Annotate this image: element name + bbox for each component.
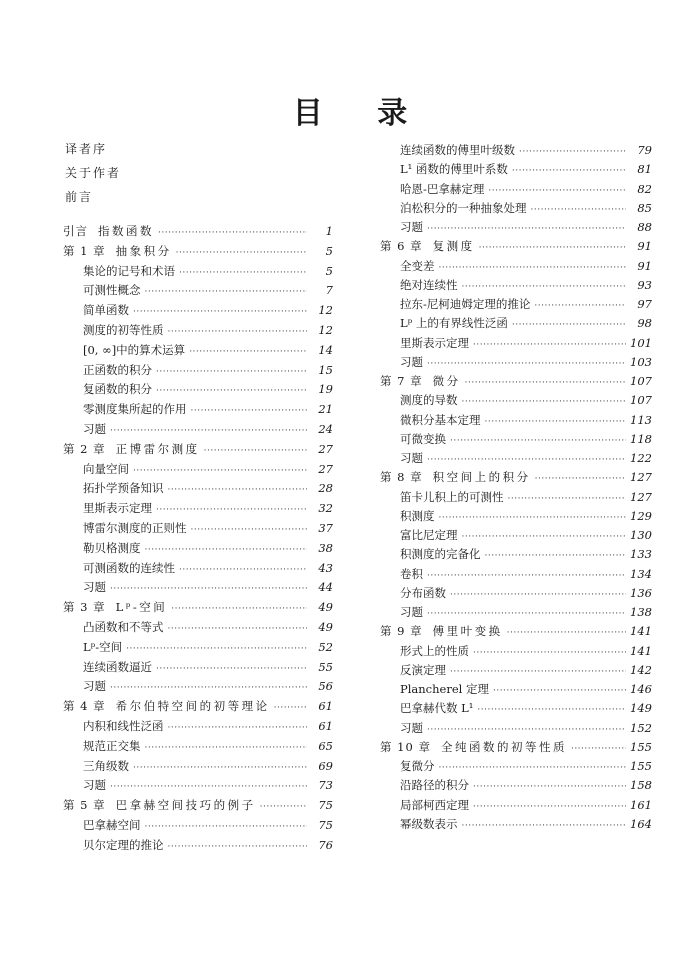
entry-title: 希尔伯特空间的初等理论 [115, 699, 270, 714]
chapter-number: 第 4 章 [63, 699, 106, 714]
page-number: 127 [630, 470, 652, 485]
page-number: 52 [318, 639, 333, 654]
entry-title: 正博雷尔测度 [115, 441, 200, 456]
entry-title: 微积分基本定理 [400, 412, 481, 427]
toc-section-entry[interactable] [400, 142, 652, 158]
entry-title: 沿路径的积分 [400, 778, 469, 793]
page-number: 12 [318, 303, 333, 318]
toc-section-entry[interactable] [83, 540, 333, 556]
page-number: 118 [630, 431, 652, 446]
dot-leader [156, 502, 307, 518]
dot-leader [168, 324, 308, 340]
dot-leader [156, 364, 307, 380]
entry-title: 局部柯西定理 [400, 797, 469, 812]
entry-title: 巴拿赫空间 [83, 818, 141, 832]
dot-leader [427, 606, 626, 622]
dot-leader [439, 510, 627, 526]
dot-leader [133, 760, 307, 776]
page-number: 38 [318, 540, 333, 555]
toc-section-entry[interactable] [400, 181, 652, 197]
toc-section-entry[interactable] [83, 659, 333, 675]
toc-section-entry[interactable] [400, 662, 652, 678]
toc-section-entry[interactable] [400, 392, 652, 408]
chapter-number: 第 10 章 [380, 739, 431, 754]
page-number: 65 [318, 738, 333, 753]
dot-leader [427, 568, 626, 584]
page-number: 76 [318, 837, 333, 852]
entry-title: 泊松积分的一种抽象处理 [400, 200, 527, 215]
page-number: 107 [630, 374, 652, 388]
toc-section-entry[interactable] [83, 718, 333, 734]
page-number: 141 [630, 624, 652, 639]
dot-leader [488, 183, 626, 199]
dot-leader [110, 779, 307, 795]
entry-title: 富比尼定理 [400, 528, 458, 542]
entry-title: Lᵖ-空间 [115, 600, 168, 615]
dot-leader [439, 260, 627, 276]
toc-section-entry[interactable] [83, 461, 333, 477]
page-number: 138 [630, 605, 652, 619]
dot-leader [274, 700, 307, 716]
toc-section-entry[interactable] [400, 296, 652, 312]
entry-title: 全纯函数的初等性质 [440, 739, 567, 754]
toc-section-entry[interactable] [83, 401, 333, 417]
toc-section-entry[interactable] [83, 837, 333, 853]
dot-leader [473, 799, 626, 815]
entry-title: 习题 [83, 422, 106, 436]
toc-section-entry[interactable] [83, 480, 333, 496]
entry-title: 积空间上的积分 [432, 470, 531, 485]
toc-section-entry[interactable] [400, 431, 652, 447]
toc-section-entry[interactable] [400, 777, 652, 793]
toc-section-entry[interactable] [400, 816, 652, 832]
toc-section-entry[interactable] [83, 362, 333, 378]
toc-section-entry[interactable] [83, 777, 333, 793]
page-number: 49 [318, 620, 333, 634]
dot-leader [507, 625, 626, 641]
entry-title: 分布函数 [400, 585, 446, 600]
toc-section-entry[interactable] [400, 161, 652, 177]
toc-chapter-entry[interactable] [380, 623, 652, 639]
entry-title: 积测度 [400, 508, 435, 523]
toc-chapter-entry[interactable] [63, 599, 333, 615]
dot-leader [450, 664, 626, 680]
page-number: 161 [630, 797, 652, 812]
toc-section-entry[interactable] [83, 560, 333, 576]
dot-leader [477, 702, 626, 718]
entry-title: 内积和线性泛函 [83, 719, 164, 733]
page-number: 27 [318, 441, 333, 456]
dot-leader [260, 799, 307, 815]
dot-leader [145, 542, 308, 558]
toc-chapter-entry[interactable] [380, 469, 652, 485]
entry-title: 规范正交集 [83, 738, 141, 753]
entry-title: 零测度集所起的作用 [83, 402, 187, 417]
toc-section-entry[interactable] [400, 700, 652, 716]
toc-section-entry[interactable] [400, 758, 652, 774]
entry-title: 测度的初等性质 [83, 323, 164, 337]
dot-leader [145, 740, 308, 756]
dot-leader [473, 337, 626, 353]
toc-chapter-entry[interactable] [63, 441, 333, 457]
toc-section-entry[interactable] [83, 758, 333, 774]
page-number: 142 [630, 662, 652, 677]
dot-leader [191, 522, 308, 538]
page-number: 19 [318, 382, 333, 397]
dot-leader [191, 403, 308, 419]
page-number: 129 [630, 508, 652, 523]
toc-section-entry[interactable] [400, 277, 652, 293]
page-number: 61 [318, 699, 333, 714]
toc-section-entry[interactable] [83, 817, 333, 833]
page-number: 113 [630, 412, 652, 427]
toc-section-entry[interactable] [83, 322, 333, 338]
page-number: 130 [630, 528, 652, 542]
dot-leader [145, 819, 308, 835]
toc-section-entry[interactable] [400, 527, 652, 543]
dot-leader [168, 720, 308, 736]
chapter-number: 第 3 章 [63, 600, 106, 615]
dot-leader [450, 433, 626, 449]
toc-section-entry[interactable] [83, 381, 333, 397]
dot-leader [493, 683, 626, 699]
page-number: 93 [637, 277, 652, 292]
page-number: 155 [630, 739, 652, 754]
dot-leader [189, 344, 307, 360]
entry-title: 绝对连续性 [400, 277, 458, 292]
chapter-number: 引言 [63, 224, 88, 238]
front-matter-item[interactable]: 前言 [65, 190, 94, 204]
toc-section-entry[interactable] [400, 585, 652, 601]
dot-leader [450, 587, 626, 603]
toc-chapter-entry[interactable] [380, 373, 652, 389]
dot-leader [110, 680, 307, 696]
entry-title: 巴拿赫代数 L¹ [400, 701, 474, 716]
entry-title: 测度的导数 [400, 393, 458, 408]
dot-leader [110, 581, 307, 597]
toc-section-entry[interactable] [400, 450, 652, 466]
entry-title: 全变差 [400, 258, 435, 273]
dot-leader [485, 414, 627, 430]
page-number: 103 [630, 354, 652, 369]
toc-section-entry[interactable] [83, 579, 333, 595]
page-number: 12 [318, 323, 333, 337]
dot-leader [519, 144, 626, 160]
toc-section-entry[interactable] [400, 315, 652, 331]
page-number: 37 [318, 521, 333, 535]
entry-title: Lᵖ 上的有界线性泛函 [400, 316, 508, 331]
entry-title: 习题 [83, 580, 106, 595]
page-number: 91 [637, 258, 652, 273]
toc-section-entry[interactable] [400, 546, 652, 562]
page-number: 7 [325, 283, 333, 298]
toc-chapter-entry[interactable] [63, 797, 333, 813]
dot-leader [473, 779, 626, 795]
page-number: 69 [318, 758, 333, 773]
toc-chapter-entry[interactable] [63, 698, 333, 714]
toc-section-entry[interactable] [400, 489, 652, 505]
entry-title: 复函数的积分 [83, 382, 152, 397]
entry-title: 三角级数 [83, 758, 129, 773]
dot-leader [512, 317, 626, 333]
dot-leader [512, 163, 626, 179]
entry-title: [0, ∞]中的算术运算 [83, 342, 186, 357]
entry-title: 习题 [83, 679, 106, 694]
dot-leader [156, 383, 307, 399]
entry-title: 可微变换 [400, 431, 446, 446]
dot-leader [156, 661, 307, 677]
page-number: 79 [637, 143, 652, 157]
dot-leader [462, 818, 627, 834]
entry-title: 复测度 [432, 239, 475, 254]
toc-section-entry[interactable] [83, 302, 333, 318]
entry-title: 博雷尔测度的正则性 [83, 521, 187, 535]
dot-leader [145, 284, 308, 300]
toc-section-entry[interactable] [83, 639, 333, 655]
page-number: 141 [630, 643, 652, 658]
toc-section-entry[interactable] [83, 738, 333, 754]
page-number: 75 [318, 818, 333, 832]
entry-title: 习题 [400, 354, 423, 369]
dot-leader [110, 423, 307, 439]
page-number: 164 [630, 816, 652, 831]
dot-leader [204, 443, 307, 459]
entry-title: 贝尔定理的推论 [83, 837, 164, 852]
entry-title: Lᵖ-空间 [83, 639, 123, 654]
dot-leader [571, 741, 626, 757]
page-number: 88 [637, 220, 652, 234]
page-number: 127 [630, 489, 652, 504]
entry-title: 拉东-尼柯迪姆定理的推论 [400, 297, 531, 311]
page-number: 15 [318, 362, 333, 377]
entry-title: 习题 [400, 720, 423, 735]
toc-chapter-entry[interactable] [380, 238, 652, 254]
entry-title: 习题 [400, 451, 423, 465]
chapter-number: 第 5 章 [63, 798, 106, 813]
entry-title: 里斯表示定理 [83, 501, 152, 516]
dot-leader [535, 471, 626, 487]
toc-chapter-entry[interactable] [380, 739, 652, 755]
entry-title: 可测函数的连续性 [83, 560, 175, 575]
chapter-number: 第 6 章 [380, 239, 423, 254]
dot-leader [179, 265, 307, 281]
dot-leader [168, 839, 308, 855]
toc-section-entry[interactable] [83, 263, 333, 279]
entry-title: 里斯表示定理 [400, 335, 469, 350]
page-number: 21 [318, 402, 333, 417]
dot-leader [473, 645, 626, 661]
chapter-number: 第 2 章 [63, 441, 106, 456]
entry-title: 习题 [83, 778, 106, 793]
page-number: 152 [630, 720, 652, 735]
page-number: 43 [318, 560, 333, 575]
entry-title: 复微分 [400, 759, 435, 773]
entry-title: Plancherel 定理 [400, 682, 489, 696]
entry-title: 习题 [400, 220, 423, 234]
page-number: 91 [637, 239, 652, 254]
toc-section-entry[interactable] [400, 258, 652, 274]
dot-leader [168, 482, 308, 498]
dot-leader [531, 202, 627, 218]
page-number: 155 [630, 759, 652, 773]
dot-leader [479, 240, 626, 256]
toc-section-entry[interactable] [400, 720, 652, 736]
toc-section-entry[interactable] [83, 619, 333, 635]
dot-leader [462, 529, 627, 545]
toc-section-entry[interactable] [400, 200, 652, 216]
dot-leader [439, 760, 627, 776]
page-number: 81 [637, 162, 652, 177]
dot-leader [126, 641, 307, 657]
dot-leader [427, 356, 626, 372]
chapter-number: 第 7 章 [380, 374, 423, 388]
toc-section-entry[interactable] [400, 508, 652, 524]
page-number: 133 [630, 547, 652, 562]
toc-section-entry[interactable] [400, 335, 652, 351]
page-title [0, 88, 700, 132]
entry-title: 简单函数 [83, 303, 129, 318]
dot-leader [176, 245, 307, 261]
entry-title: 反演定理 [400, 662, 446, 677]
toc-chapter-entry[interactable] [63, 243, 333, 259]
entry-title: 正函数的积分 [83, 362, 152, 377]
chapter-number: 第 8 章 [380, 470, 423, 485]
dot-leader [168, 621, 308, 637]
toc-section-entry[interactable] [400, 354, 652, 370]
page-number: 14 [318, 342, 333, 357]
page-number: 55 [318, 659, 333, 674]
page-number: 24 [318, 422, 333, 436]
page-number: 136 [630, 585, 652, 600]
toc-section-entry[interactable] [83, 421, 333, 437]
dot-leader [133, 304, 307, 320]
dot-leader [133, 463, 307, 479]
toc-section-entry[interactable] [400, 412, 652, 428]
page-number: 101 [630, 335, 652, 350]
entry-title: 微分 [432, 374, 461, 388]
page-number: 97 [637, 297, 652, 311]
dot-leader [462, 279, 627, 295]
page-number: 122 [630, 451, 652, 465]
toc-section-entry[interactable] [83, 342, 333, 358]
page-number: 44 [318, 580, 333, 595]
toc-section-entry[interactable] [83, 500, 333, 516]
entry-title: 哈恩-巴拿赫定理 [400, 181, 485, 196]
page-number: 61 [318, 719, 333, 733]
entry-title: 巴拿赫空间技巧的例子 [115, 798, 256, 813]
page-number: 56 [318, 679, 333, 694]
entry-title: 拓扑学预备知识 [83, 481, 164, 496]
dot-leader [462, 394, 627, 410]
entry-title: 习题 [400, 605, 423, 619]
page-number: 146 [630, 682, 652, 696]
entry-title: 连续函数的傅里叶级数 [400, 143, 515, 157]
toc-section-entry[interactable] [400, 681, 652, 697]
dot-leader [534, 298, 626, 314]
entry-title: 傅里叶变换 [432, 624, 503, 639]
dot-leader [465, 375, 626, 391]
entry-title: 幂级数表示 [400, 816, 458, 831]
toc-chapter-entry[interactable] [63, 223, 333, 239]
page-number: 85 [637, 200, 652, 215]
dot-leader [179, 562, 307, 578]
entry-title: 集论的记号和术语 [83, 263, 175, 278]
page-number: 82 [637, 181, 652, 196]
front-matter-item[interactable]: 关于作者 [65, 166, 122, 180]
entry-title: 连续函数逼近 [83, 659, 152, 674]
page-number: 75 [318, 798, 333, 813]
entry-title: 指数函数 [98, 224, 154, 238]
page-number: 134 [630, 566, 652, 581]
toc-section-entry[interactable] [400, 643, 652, 659]
dot-leader [158, 225, 307, 241]
entry-title: 凸函数和不等式 [83, 620, 164, 634]
dot-leader [427, 221, 626, 237]
page-number: 49 [318, 600, 333, 615]
page-number: 5 [325, 263, 333, 278]
toc-section-entry[interactable] [400, 219, 652, 235]
page-number: 98 [637, 316, 652, 331]
entry-title: 抽象积分 [115, 243, 172, 258]
title-char-1: 目 [292, 96, 323, 131]
toc-section-entry[interactable] [400, 566, 652, 582]
entry-title: 形式上的性质 [400, 643, 469, 658]
page-number: 32 [318, 501, 333, 516]
dot-leader [171, 601, 307, 617]
page-number: 107 [630, 393, 652, 408]
page-number: 27 [318, 461, 333, 476]
dot-leader [485, 548, 627, 564]
toc-section-entry[interactable] [400, 797, 652, 813]
chapter-number: 第 1 章 [63, 243, 106, 258]
entry-title: 向量空间 [83, 461, 129, 476]
page-number: 1 [325, 224, 333, 238]
entry-title: 可测性概念 [83, 283, 141, 298]
title-char-2: 录 [377, 96, 408, 131]
dot-leader [427, 722, 626, 738]
toc-section-entry[interactable] [83, 282, 333, 298]
toc-section-entry[interactable] [400, 604, 652, 620]
page-number: 158 [630, 778, 652, 793]
entry-title: 积测度的完备化 [400, 547, 481, 562]
entry-title: 卷积 [400, 566, 423, 581]
entry-title: 勒贝格测度 [83, 540, 141, 555]
toc-section-entry[interactable] [83, 520, 333, 536]
page-number: 28 [318, 481, 333, 496]
chapter-number: 第 9 章 [380, 624, 423, 639]
page-number: 73 [318, 778, 333, 793]
entry-title: 笛卡儿积上的可测性 [400, 489, 504, 504]
dot-leader [508, 491, 627, 507]
page-number: 5 [325, 243, 333, 258]
entry-title: L¹ 函数的傅里叶系数 [400, 162, 508, 177]
page-number: 149 [630, 701, 652, 716]
toc-section-entry[interactable] [83, 678, 333, 694]
dot-leader [427, 452, 626, 468]
front-matter-item[interactable]: 译者序 [65, 142, 108, 156]
